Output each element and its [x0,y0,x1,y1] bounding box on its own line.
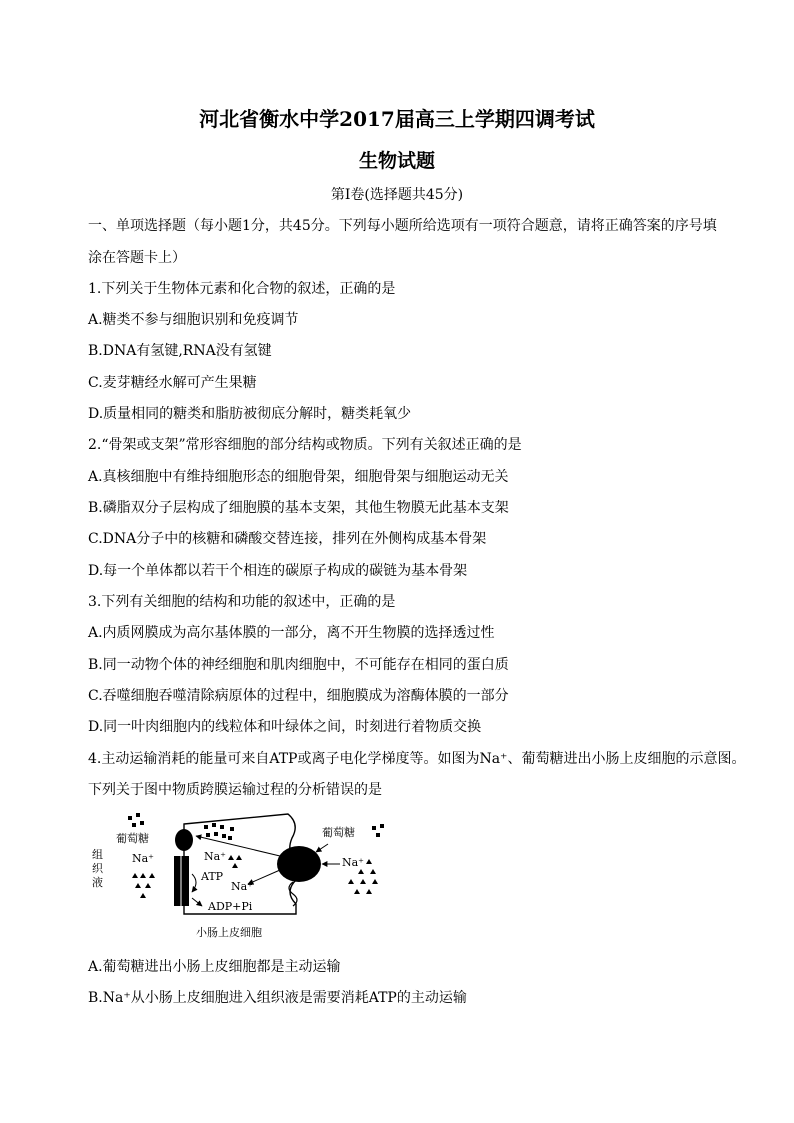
question-1-option-c: C.麦芽糖经水解可产生果糖 [88,375,257,391]
section-intro-line-1: 一、单项选择题（每小题1分，共45分。下列每小题所给选项有一项符合题意，请将正确答案的序号填 [88,218,717,234]
question-3-option-c: C.吞噬细胞吞噬清除病原体的过程中，细胞膜成为溶酶体膜的一部分 [88,688,509,704]
question-2-stem: 2.“骨架或支架”常形容细胞的部分结构或物质。下列有关叙述正确的是 [88,437,522,453]
na-label-inside: Na⁺ [204,850,226,863]
glucose-squares-top-left [128,813,144,827]
arrow-atp [192,874,196,892]
na-label-left: Na⁺ [132,852,154,865]
question-1-option-b: B.DNA有氢键,RNA没有氢键 [88,343,272,359]
question-1-option-a: A.糖类不参与细胞识别和免疫调节 [88,312,299,328]
question-2-option-c: C.DNA分子中的核糖和磷酸交替连接，排列在外侧构成基本骨架 [88,531,487,547]
question-2-option-b: B.磷脂双分子层构成了细胞膜的基本支架，其他生物膜无此基本支架 [88,500,509,516]
part-heading: 第Ⅰ卷(选择题共45分) [330,187,464,203]
question-2-option-d: D.每一个单体都以若干个相连的碳原子构成的碳链为基本骨架 [88,563,468,579]
question-4-option-a: A.葡萄糖进出小肠上皮细胞都是主动运输 [88,959,341,975]
glucose-label-right: 葡萄糖 [322,826,355,839]
question-3-option-a: A.内质网膜成为高尔基体膜的一部分，离不开生物膜的选择透过性 [88,625,495,641]
question-3-option-d: D.同一叶肉细胞内的线粒体和叶绿体之间，时刻进行着物质交换 [88,719,482,735]
tissue-fluid-label-1: 组 [92,848,103,861]
section-intro-line-2: 涂在答题卡上） [88,250,186,266]
glucose-label-left: 葡萄糖 [116,832,149,845]
question-3-option-b: B.同一动物个体的神经细胞和肌肉细胞中，不可能存在相同的蛋白质 [88,657,509,673]
exam-title: 河北省衡水中学2017届高三上学期四调考试 [199,107,595,131]
question-3-stem: 3.下列有关细胞的结构和功能的叙述中，正确的是 [88,594,396,610]
glucose-carrier-right [277,846,321,882]
question-1-option-d: D.质量相同的糖类和脂肪被彻底分解时，糖类耗氧少 [88,406,412,422]
question-1-stem: 1.下列关于生物体元素和化合物的叙述，正确的是 [88,281,396,297]
tissue-fluid-label-3: 液 [92,876,103,889]
atp-label: ATP [201,870,224,883]
tissue-fluid-label-2: 织 [92,862,103,875]
question-4-stem-line-2: 下列关于图中物质跨膜运输过程的分析错误的是 [88,782,382,798]
na-triangles-inside [228,855,242,868]
question-4-option-b: B.Na⁺从小肠上皮细胞进入组织液是需要消耗ATP的主动运输 [88,990,467,1006]
na-triangles-left [132,873,155,898]
na-label-right: Na⁺ [342,856,364,869]
adp-label: ADP+Pi [208,900,253,913]
glucose-squares-right [372,824,384,837]
question-2-option-a: A.真核细胞中有维持细胞形态的细胞骨架，细胞骨架与细胞运动无关 [88,469,509,485]
transport-diagram [88,812,418,942]
arrow-glucose-right-in [316,844,328,852]
subject-title: 生物试题 [358,150,435,172]
na-label-inside-lower: Na⁺ [231,880,253,893]
question-4-stem-line-1: 4.主动运输消耗的能量可来自ATP或离子电化学梯度等。如图为Na⁺、葡萄糖进出小肠上皮细胞的示意图。 [88,751,746,767]
arrow-na-in [248,870,280,884]
glucose-carrier-left [175,829,193,851]
diagram-caption: 小肠上皮细胞 [196,926,262,939]
glucose-squares-inside [204,823,234,840]
arrow-na-pump [192,898,202,906]
